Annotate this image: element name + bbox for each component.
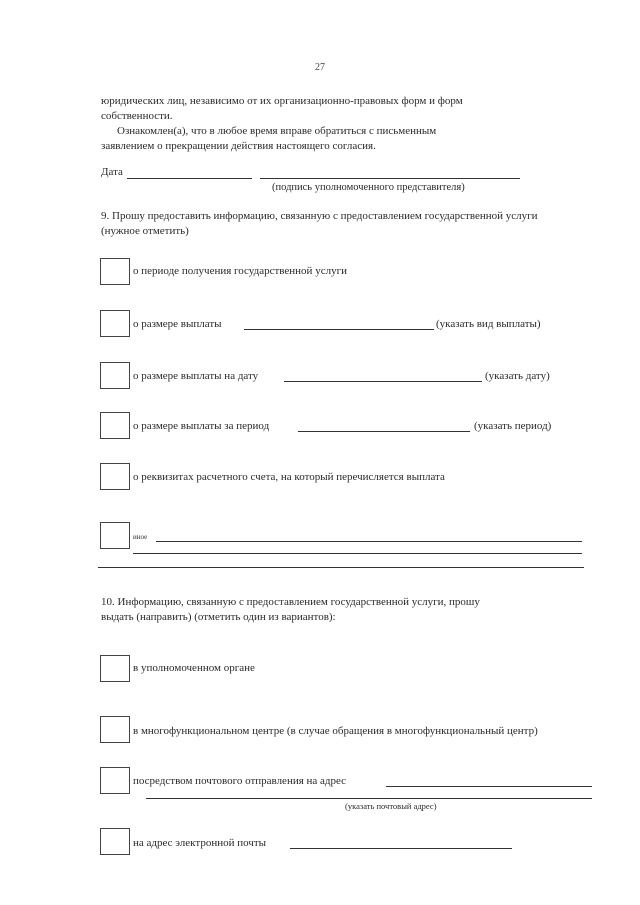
option-bank-details-label: о реквизитах расчетного счета, на который перечисляется выплата [133,471,445,483]
checkbox-bank-details[interactable] [100,463,130,490]
checkbox-authorized-body[interactable] [100,655,130,682]
option-email-label: на адрес электронной почты [133,837,267,849]
signature-caption: (подпись уполномоченного представителя) [272,182,465,193]
other-field-line-2[interactable] [133,553,582,554]
other-field-line-3[interactable] [98,567,584,568]
payment-date-hint: (указать дату) [485,370,550,382]
payment-type-field[interactable] [244,329,434,330]
option-authorized-body-label: в уполномоченном органе [133,662,255,674]
option-period-label: о периоде получения государственной услуги [133,265,347,277]
option-payment-size-label: о размере выплаты [133,318,222,330]
intro-line-4: заявлением о прекращении действия настоящего согласия. [101,140,376,152]
payment-type-hint: (указать вид выплаты) [436,318,541,330]
checkbox-payment-date[interactable] [100,362,130,389]
checkbox-payment-size[interactable] [100,310,130,337]
postal-address-hint: (указать почтовый адрес) [345,801,437,811]
section10-line-1: 10. Информацию, связанную с предоставлением государственной услуги, прошу [101,596,480,608]
checkbox-period[interactable] [100,258,130,285]
date-field-line[interactable] [127,178,252,179]
other-field-line-1[interactable] [156,541,582,542]
checkbox-other[interactable] [100,522,130,549]
checkbox-mfc[interactable] [100,716,130,743]
date-label: Дата [101,166,123,178]
section9-line-1: 9. Прошу предоставить информацию, связанную с предоставлением государственной услуги [101,210,538,222]
section10-line-2: выдать (направить) (отметить один из вариантов): [101,611,336,623]
payment-period-field[interactable] [298,431,470,432]
option-payment-date-label: о размере выплаты на дату [133,370,259,382]
postal-address-field-2[interactable] [146,798,592,799]
intro-line-3: Ознакомлен(а), что в любое время вправе обратиться с письменным [117,125,437,137]
option-postal-label: посредством почтового отправления на адрес [133,775,347,787]
postal-address-field-1[interactable] [386,786,592,787]
email-field-line[interactable] [290,848,512,849]
checkbox-email[interactable] [100,828,130,855]
checkbox-payment-period[interactable] [100,412,130,439]
option-mfc-label: в многофункциональном центре (в случае обращения в многофункциональный центр) [133,725,538,737]
page-number: 27 [315,62,325,73]
checkbox-postal[interactable] [100,767,130,794]
option-payment-period-label: о размере выплаты за период [133,420,270,432]
payment-period-hint: (указать период) [474,420,552,432]
intro-line-1: юридических лиц, независимо от их организационно-правовых форм и форм [101,95,463,107]
signature-field-line[interactable] [260,178,520,179]
option-other-label: иное [133,533,148,541]
intro-line-2: собственности. [101,110,173,122]
section9-line-2: (нужное отметить) [101,225,189,237]
payment-date-field[interactable] [284,381,482,382]
